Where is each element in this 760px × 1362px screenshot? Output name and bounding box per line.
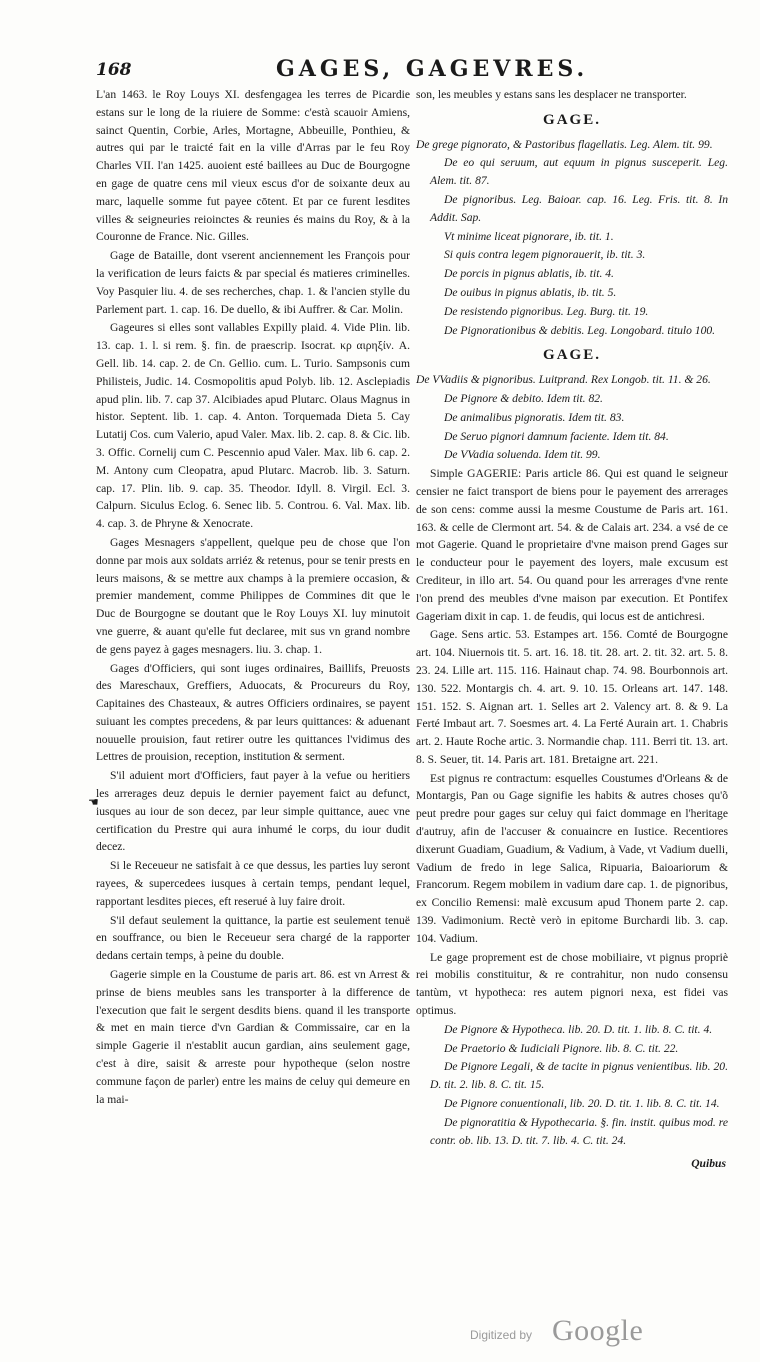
citation: De VVadiis & pignoribus. Luitprand. Rex Longob. tit. 11. & 26. bbox=[416, 373, 711, 387]
citation: De Seruo pignori damnum faciente. Idem tit. 84. bbox=[444, 429, 669, 443]
continuation-text: son, les meubles y estans sans les desplacer ne transporter. bbox=[416, 88, 687, 101]
paragraph: Gagerie simple en la Coustume de paris art. 86. est vn Arrest & prinse de biens meubles sans les transporter à la difference de l'execution que fait le sergent desdits biens. quand il les transporte & met en main tierce d'vn Gardian & Commissaire, car en la simple Gagerie il n'establit aucun gardian, ains seulement gage, c'est à dire, saisit & arreste pour hypotheque (selon nostre commune façon de parler) entre les mains de celuy qui demeure en la mai- bbox=[96, 968, 410, 1106]
paragraph: Simple GAGERIE: Paris article 86. Qui est quand le seigneur censier ne faict transport de biens pour le payement des arrerages de son cens: comme aussi la mesme Coustume de Paris art. 161. 163. & celle de Clermont art. 54. & de Calais art. 234. a vsé de ce mot Gagerie. Quand le proprietaire d'vne maison prend Gages sur le conducteur pour le payement des loyers, male excusum est Crediteur, in illo art. 54. Ou quand pour les arrerages d'vne rente l'on prend des meubles d'vne maison par execution. Et Pontifex Gageriam dixit in cap. 1. de feudis, qui locus est de antichresi. bbox=[416, 467, 728, 623]
citation: De Pignorationibus & debitis. Leg. Longobard. titulo 100. bbox=[444, 323, 716, 337]
paragraph: S'il aduient mort d'Officiers, faut payer à la vefue ou heritiers les arrerages deuz depuis le dernier payement faict au defunct, iusques au iour de son decez, par leur simple quittance, auec vne certification du Prestre qui aura inhumé le corps, du iour dudit decez. bbox=[96, 769, 410, 854]
citation: Vt minime liceat pignorare, ib. tit. 1. bbox=[444, 229, 614, 243]
digitized-watermark bbox=[470, 1314, 730, 1354]
citation: De VVadia soluenda. Idem tit. 99. bbox=[444, 448, 601, 462]
paragraph: Gages d'Officiers, qui sont iuges ordinaires, Baillifs, Preuosts des Mareschaux, Greffiers, Aduocats, & Procureurs du Roy, Capitaines des Chasteaux, & autres Officiers ordinaires, se payent suiuant les comptes precedens, & par leurs quittances: & aduenant nouuelle prouision, faut retirer outre les quittances l'vidimus des Lettres de prouision, reception, institution & serment. bbox=[96, 661, 410, 764]
section-heading: GAGE. bbox=[543, 347, 601, 364]
citation: De Pignore & Hypotheca. lib. 20. D. tit. 1. lib. 8. C. tit. 4. bbox=[444, 1022, 713, 1036]
citation: De Pignore & debito. Idem tit. 82. bbox=[444, 391, 603, 405]
paragraph: Est pignus re contractum: esquelles Coustumes d'Orleans & de Montargis, Pan ou Gage signifie les habits & autres choses qu'õ peut predre pour gages sur celuy qui faict dommage en l'heritage d'autruy, afin de l'accuser & conuaincre en Iustice. Recentiores dixerunt Guadiam, Guadium, & Vadium, à Vade, vt Vadium duelli, Vadium de fredo in lege Salica, Ripuaria, Baioariorum & Francorum. Regem mobilem in vadium dare cap. 1. de pignoribus, ex Concilio Remensi: malè excusum apud Thonem parte 2. cap. 139. Vadimonium. Rectè verò in epitome Burchardi lib. 3. cap. 104. Vadium. bbox=[416, 771, 728, 945]
google-logo: Google bbox=[552, 1314, 644, 1347]
citation: De eo qui seruum, aut equum in pignus susceperit. Leg. Alem. tit. 87. bbox=[430, 156, 728, 188]
citation: De porcis in pignus ablatis, ib. tit. 4. bbox=[444, 267, 614, 281]
citation: De ouibus in pignus ablatis, ib. tit. 5. bbox=[444, 285, 617, 299]
citation: De pignoribus. Leg. Baioar. cap. 16. Leg. Fris. tit. 8. In Addit. Sap. bbox=[430, 192, 728, 224]
paragraph: Le gage proprement est de chose mobiliaire, vt pignus propriè rei mobilis constituitur, & re contrahitur, non nudo consensu tantùm, vt hypotheca: res autem pignori nexa, est fidei vas optimus. bbox=[416, 950, 728, 1018]
left-column bbox=[96, 86, 410, 1109]
citation: Si quis contra legem pignorauerit, ib. tit. 3. bbox=[444, 248, 646, 262]
paragraph: Si le Receueur ne satisfait à ce que dessus, les parties luy seront rayees, & supercedees iusques à certain temps, pendant lequel, rapportant lesdites pieces, eft reserué à luy faire droit. bbox=[96, 859, 410, 908]
paragraph: Gages Mesnagers s'appellent, quelque peu de chose que l'on donne par mois aux soldats arriéz & retenus, pour se tenir prests en leurs maisons, & se mettre aux champs à la premiere occasion, & premier mandement, comme Philippes de Commines dit que le Duc de Bourgogne se doutant que le Roy Louys XI. luy minutoit vne guerre, & auant qu'elle fut declaree, mit sus vn grand nombre de gens payez à gages mesnagers. liu. 3. chap. 1. bbox=[96, 535, 410, 656]
paragraph: L'an 1463. le Roy Louys XI. desfengagea les terres de Picardie estans sur le long de la riuiere de Somme: c'està scauoir Amiens, sainct Quentin, Corbie, Arles, Mortagne, Abbeuille, Ponthieu, & autres qui par le traicté fait en la ville d'Arras par le feu Roy Charles VII. l'an 1425. auoient esté baillees au Duc de Bourgogne en gage de quatre cens mil vieux escus d'or de soixante deux au marc, laquelle somme fut payee cōtent. Et par ce furent lesdites villes & seigneuries reioinctes & reunies és mains du Roy, & à la Couronne de France. Nic. Gilles. bbox=[96, 88, 410, 244]
citation: De Praetorio & Iudiciali Pignore. lib. 8. C. tit. 22. bbox=[444, 1041, 679, 1055]
catchword: Quibus bbox=[691, 1157, 726, 1171]
page-header bbox=[96, 56, 726, 86]
pointing-hand-icon: ☚ bbox=[88, 795, 99, 809]
paragraph: Gageures si elles sont vallables Expilly plaid. 4. Vide Plin. lib. 13. cap. 1. l. si rem. §. fin. de praescrip. Isocrat. κρ αιρηξίν. A. Gell. lib. 14. cap. 2. de Cn. Gellio. cum. L. Turio. Sampsonis cum Philisteis, Judic. 14. Cosmopolitis apud Polyb. lib. 12. Asclepiadis apud plin. lib. 7. cap 37. Alcibiades apud Plutarc. Olaus Magnus in histor. Septent. lib. 1. cap. 4. Anton. Torquemada Dieta 5. Cay Lutatij Cos. cum Valerio, apud Valer. Max. lib. 2. cap. 8. & Cic. lib. 3. Offic. Cornelij cum C. Pescennio apud Valer. Max. lib 6. cap. 2. M. Antony cum Cleopatra, apud Plutarc. Macrob. lib. 3. Saturn. cap. 17. Plin. lib. 9. cap. 35. Theodor. Idyll. 8. Virgil. Ecl. 3. Calpurn. Siculus Eclog. 6. Senec lib. 5. Controu. 6. Val. Max. lib. 4. cap. 3. de Phryne & Xenocrate. bbox=[96, 321, 410, 531]
section-heading: GAGE. bbox=[543, 111, 601, 128]
paragraph: S'il defaut seulement la quittance, la partie est seulement tenuë en souffrance, ou bien le Receueur sera chargé de la rapporter dedans certain temps, à peine du double. bbox=[96, 913, 410, 963]
citation: De animalibus pignoratis. Idem tit. 83. bbox=[444, 410, 625, 424]
citation: De Pignore conuentionali, lib. 20. D. tit. 1. lib. 8. C. tit. 14. bbox=[444, 1097, 720, 1111]
running-title: GAGES, GAGEVRES. bbox=[276, 56, 589, 82]
watermark-prefix: Digitized by bbox=[470, 1328, 533, 1342]
citation: De grege pignorato, & Pastoribus flagellatis. Leg. Alem. tit. 99. bbox=[416, 137, 713, 151]
paragraph: Gage. Sens artic. 53. Estampes art. 156. Comté de Bourgogne art. 104. Niuernois tit. 5. art. 16. 18. tit. 28. art. 2. tit. 32. art. 5. 8. 23. 24. Lille art. 115. 116. Hainaut chap. 74. 98. Bourbonnois art. 130. 522. Montargis ch. 4. art. 9. 10. 15. Orleans art. 147. 148. 151. 152. S. Aignan art. 1. Selles art 2. Valency art. 8. & 9. La Ferté Imbaut art. 7. Soesmes art. 4. La Ferté Aurain art. 1. Chabris art. 2. Haute Roche artic. 3. Normandie chap. 111. Berri tit. 13. art. 8. S. Seuer, tit. 14. Paris art. 181. Bretaigne art. 221. bbox=[416, 628, 728, 766]
citation: De pignoratitia & Hypothecaria. §. fin. instit. quibus mod. re contr. ob. lib. 13. D. tit. 7. lib. 4. C. tit. 24. bbox=[430, 1115, 728, 1147]
citation: De Pignore Legali, & de tacite in pignus venientibus. lib. 20. D. tit. 2. lib. 8. C. tit. 15. bbox=[430, 1060, 728, 1092]
paragraph: Gage de Bataille, dont vserent anciennement les François pour la verification de leurs faicts & par special és matieres criminelles. Voy Pasquier liu. 4. de ses recherches, chap. 1. & l'ancien stylle du Parlement part. 1. cap. 16. De duello, & ibi Auffrer. & Car. Molin. bbox=[96, 249, 410, 316]
citation: De resistendo pignoribus. Leg. Burg. tit. 19. bbox=[444, 304, 649, 318]
right-column bbox=[416, 86, 728, 1173]
page-number: 168 bbox=[96, 60, 132, 80]
